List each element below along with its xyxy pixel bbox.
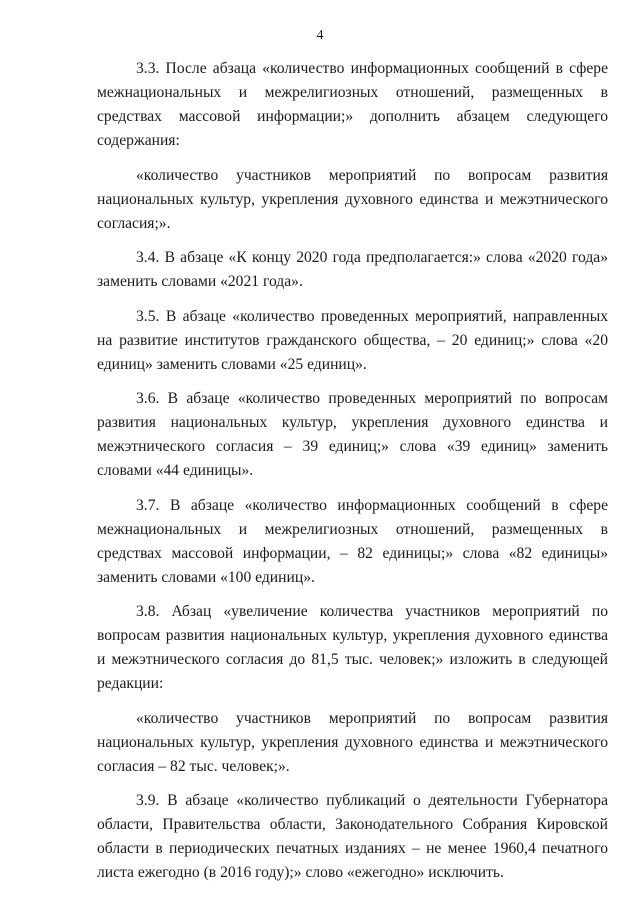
paragraph-3-5: 3.5. В абзаце «количество проведенных мероприятий, направленных на развитие институтов гражданского общества, – 20 единиц;» слова «20 единиц» заменить словами «25 единиц».: [97, 307, 608, 373]
paragraph-3-3-quote: «количество участников мероприятий по вопросам развития национальных культур, укрепления духовного единства и межэтнического согласия;».: [97, 166, 608, 232]
page-number: 4: [316, 28, 324, 43]
document-body: [97, 57, 608, 885]
paragraph-3-6: 3.6. В абзаце «количество проведенных мероприятий по вопросам развития национальных культур, укрепления духовного единства и межэтнического согласия – 39 единиц;» слова «39 единиц» заменить словами «44 единицы».: [97, 390, 608, 479]
paragraph-3-3: 3.3. После абзаца «количество информационных сообщений в сфере межнациональных и межрелигиозных отношений, размещенных в средствах массовой информации;» дополнить абзацем следующего содержания:: [97, 60, 608, 149]
paragraph-3-4: 3.4. В абзаце «К концу 2020 года предполагается:» слова «2020 года» заменить словами «2021 года».: [97, 249, 608, 290]
paragraph-3-8-quote: «количество участников мероприятий по вопросам развития национальных культур, укрепления духовного единства и межэтнического согласия – 82 тыс. человек;».: [97, 709, 608, 775]
paragraph-3-7: 3.7. В абзаце «количество информационных сообщений в сфере межнациональных и межрелигиозных отношений, размещенных в средствах массовой информации, – 82 единицы;» слова «82 единицы» заменить словами «100 единиц».: [97, 496, 608, 586]
paragraph-3-8: 3.8. Абзац «увеличение количества участников мероприятий по вопросам развития национальных культур, укрепления духовного единства и межэтнического согласия до 81,5 тыс. человек;» изложить в следующей редакции:: [97, 603, 608, 692]
paragraph-3-9: 3.9. В абзаце «количество публикаций о деятельности Губернатора области, Правительства области, Законодательного Собрания Кировской области в периодических печатных изданиях – не менее 1960,4 печатного листа ежегодно (в 2016 году);» слово «ежегодно» исключить.: [97, 792, 608, 881]
